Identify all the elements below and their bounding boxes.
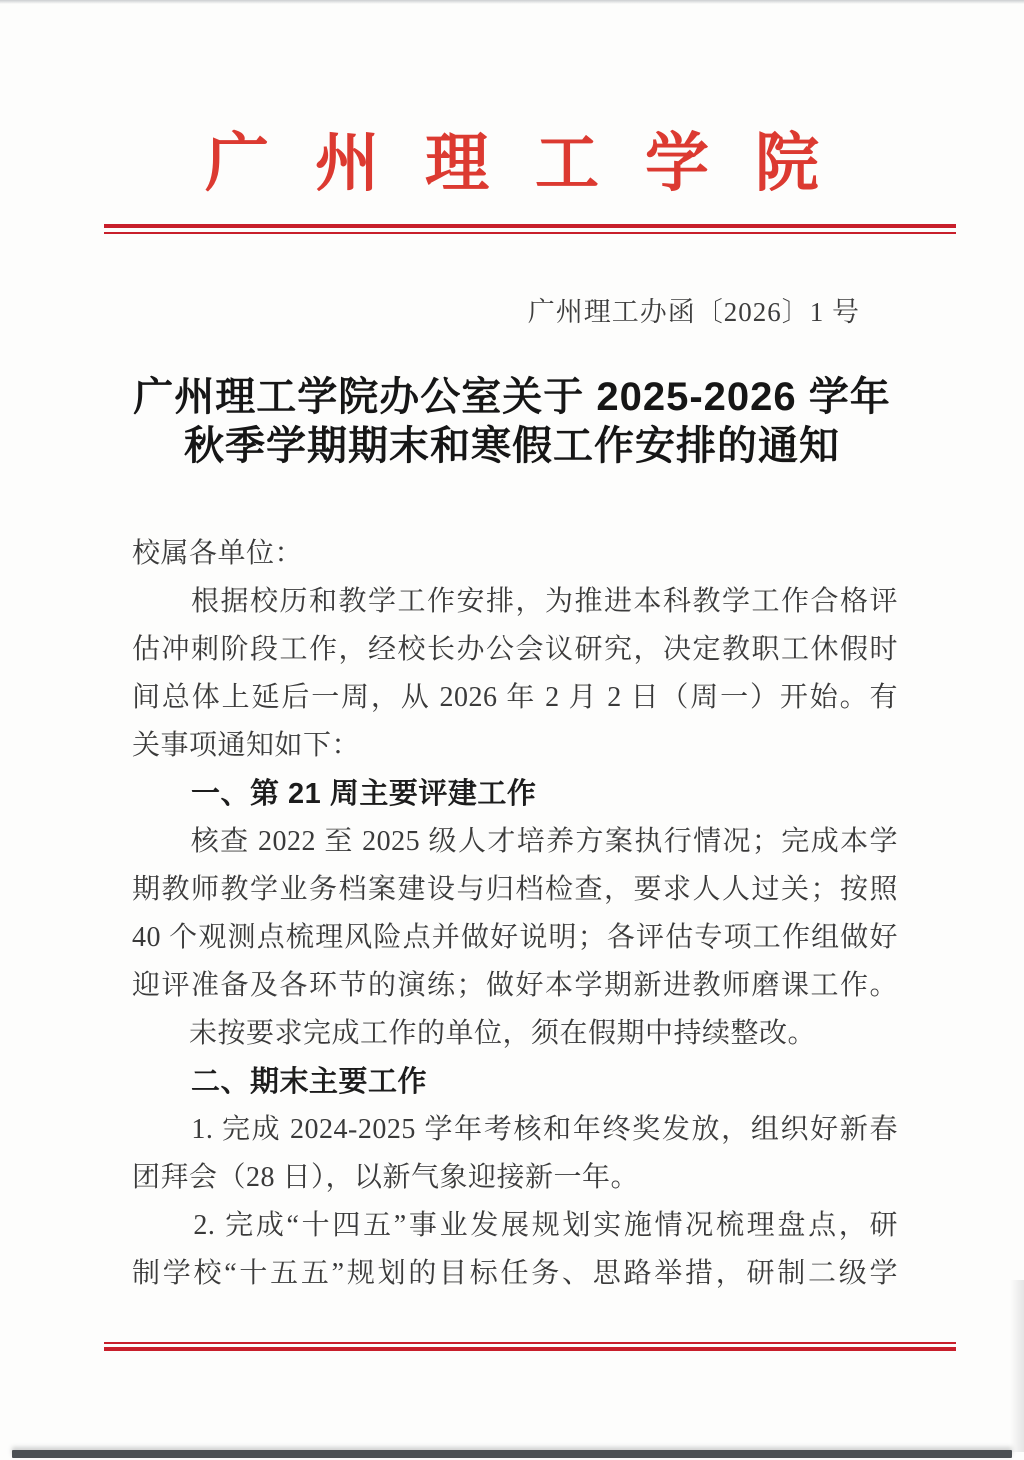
- title-line-1: 广州理工学院办公室关于 2025-2026 学年: [133, 375, 891, 419]
- text-line: 团拜会（28 日），以新气象迎接新一年。: [132, 1162, 640, 1193]
- paragraph: [132, 530, 898, 578]
- text-line: 根据校历和教学工作安排，为推进本科教学工作合格评: [132, 586, 898, 617]
- document-title: [0, 373, 1024, 471]
- scan-edge-top: [0, 0, 1024, 4]
- paragraph: [132, 1202, 898, 1298]
- rule-thin-line: [104, 1342, 956, 1344]
- text-line: 校属各单位：: [132, 538, 304, 569]
- paragraph: [132, 818, 898, 1010]
- section-heading: [132, 1058, 898, 1106]
- rule-thin-line: [104, 232, 956, 234]
- text-line: 制学校“十五五”规划的目标任务、思路举措，研制二级学: [132, 1258, 898, 1289]
- text-line: 未按要求完成工作的单位，须在假期中持续整改。: [132, 1018, 817, 1049]
- text-line: 关事项通知如下：: [132, 730, 361, 761]
- document-number: 广州理工办函〔2026〕1 号: [527, 297, 860, 327]
- text-line: 迎评准备及各环节的演练；做好本学期新进教师磨课工作。: [132, 970, 898, 1001]
- letterhead-rule: [104, 224, 956, 234]
- text-line: 间总体上延后一周，从 2026 年 2 月 2 日（周一）开始。有: [132, 682, 898, 713]
- text-line: 2. 完成“十四五”事业发展规划实施情况梳理盘点，研: [132, 1210, 898, 1241]
- scan-edge-right: [1010, 1280, 1024, 1452]
- footer-rule: [104, 1342, 956, 1351]
- section-heading: [132, 770, 898, 818]
- paragraph: [132, 1010, 898, 1058]
- text-line: 一、第 21 周主要评建工作: [132, 778, 537, 810]
- title-line-2: 秋季学期期末和寒假工作安排的通知: [184, 424, 840, 468]
- text-line: 1. 完成 2024-2025 学年考核和年终奖发放，组织好新春: [132, 1114, 898, 1145]
- paragraph: [132, 1106, 898, 1202]
- text-line: 核查 2022 至 2025 级人才培养方案执行情况；完成本学: [132, 826, 898, 857]
- text-line: 40 个观测点梳理风险点并做好说明；各评估专项工作组做好: [132, 922, 898, 953]
- paragraph: [132, 578, 898, 770]
- text-line: 估冲刺阶段工作，经校长办公会议研究，决定教职工休假时: [132, 634, 898, 665]
- document-body: [132, 530, 898, 1298]
- letterhead-title: 广州理工学院: [205, 128, 865, 199]
- text-line: 二、期末主要工作: [132, 1066, 428, 1098]
- text-line: 期教师教学业务档案建设与归档检查，要求人人过关；按照: [132, 874, 898, 905]
- rule-thick-line: [104, 1347, 956, 1351]
- scan-edge-bottom: [12, 1450, 1012, 1458]
- rule-thick-line: [104, 224, 956, 228]
